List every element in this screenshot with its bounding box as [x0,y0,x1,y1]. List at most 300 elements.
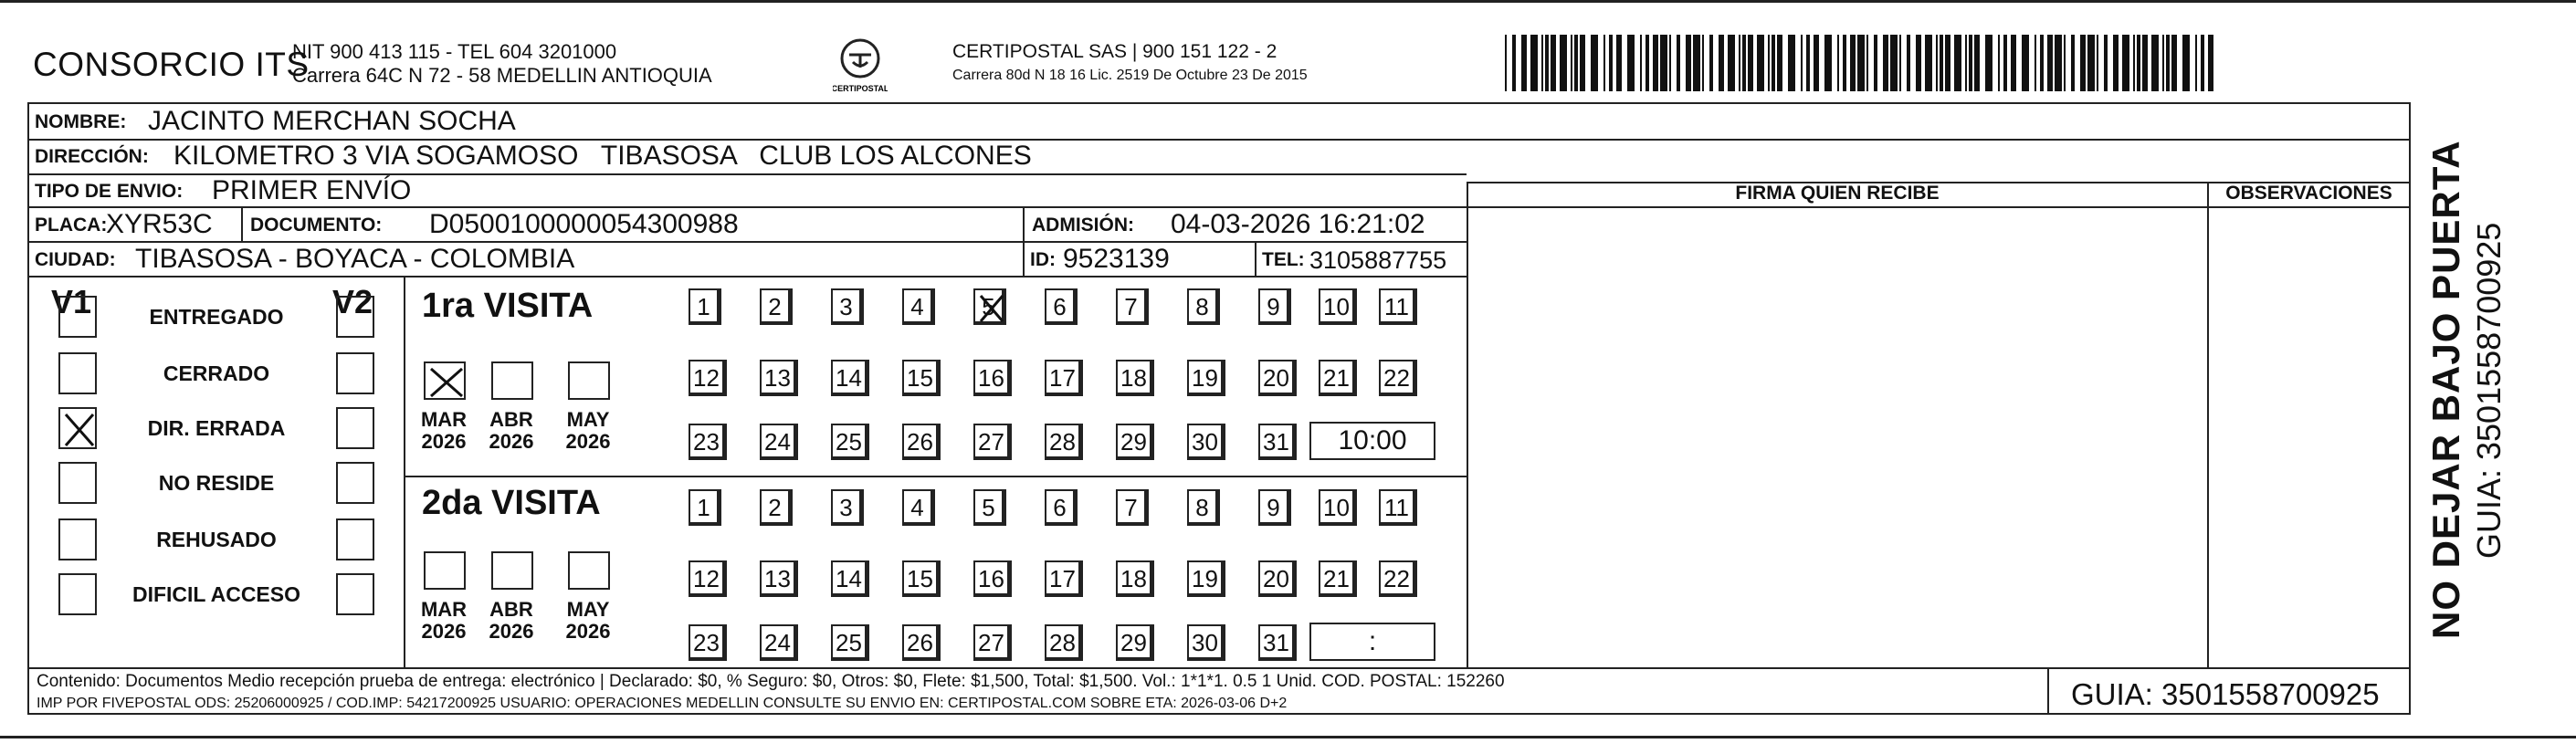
day-number: 21 [1323,364,1350,392]
barcode-bar [1857,35,1865,91]
bottom-rule [0,736,2576,738]
day-checkbox[interactable] [1319,560,1357,597]
day-checkbox[interactable] [1045,489,1078,526]
day-number: 3 [839,494,853,521]
day-checkbox[interactable] [760,489,793,526]
day-checkbox[interactable] [760,560,798,597]
barcode-bar [2035,35,2036,91]
certipostal-info [952,40,1308,88]
barcode-bar [2195,35,2197,91]
day-number: 16 [978,565,1004,592]
day-number: 12 [693,565,720,592]
barcode-bar [1660,35,1667,91]
day-number: 8 [1195,494,1209,521]
barcode-bar [1768,35,1770,91]
day-checkbox[interactable] [831,360,869,396]
month-year: 2026 [421,430,467,453]
barcode-bar [1985,35,1992,91]
v1-checkbox[interactable] [58,296,97,338]
day-checkbox[interactable] [973,489,1006,526]
day-number: 4 [910,293,924,320]
barcode-bar [1571,35,1572,91]
v1-checkbox[interactable] [58,518,97,560]
barcode-bar [1541,35,1543,91]
barcode-bar [2080,35,2086,91]
admision-value: 04-03-2026 16:21:02 [1171,209,1425,239]
barcode-bar [1545,35,1549,91]
v1-checkbox[interactable] [58,573,97,615]
day-number: 29 [1120,629,1147,656]
v2-checkbox[interactable] [336,407,374,449]
barcode-bar [1954,35,1961,91]
v1-title: V1 [51,283,92,320]
col-divider [1255,241,1256,276]
day-checkbox[interactable] [689,360,727,396]
footer-contenido: Contenido: Documentos Medio recepción prueba de entrega: electrónico | Declarado: $0, % Seguro: $0, Otros: $0, Flete: $1,500, Total: $1,500. Vol.: 1*1*1. 0.5 1 Unid. COD. POSTAL: 152260 [37,672,1505,691]
barcode-bar [1936,35,1938,91]
day-number: 18 [1120,565,1147,592]
day-number: 26 [907,428,933,456]
day-checkbox[interactable] [1116,624,1154,661]
v2-checkbox[interactable] [336,518,374,560]
barcode-bar [1702,35,1704,91]
time-field[interactable]: 10:00 [1309,422,1435,460]
day-checkbox[interactable] [1187,424,1225,460]
day-checkbox[interactable] [1116,560,1154,597]
barcode-bar [1560,35,1567,91]
day-checkbox[interactable] [1379,489,1417,526]
v1-checkbox[interactable] [58,462,97,504]
barcode-bar [2151,35,2159,91]
barcode-bar [1890,35,1898,91]
nombre-label: NOMBRE: [35,111,127,132]
admision-label: ADMISIÓN: [1032,215,1134,236]
barcode-bar [1874,35,1877,91]
day-checkbox[interactable] [1045,360,1083,396]
status-option-label: REHUSADO [156,528,277,551]
day-checkbox[interactable] [689,489,721,526]
barcode-bar [1757,35,1764,91]
month-name: MAY [566,598,610,621]
logo-text: CERTIPOSTAL [833,84,888,93]
barcode-bar [1907,35,1910,91]
v2-checkbox[interactable] [336,573,374,615]
day-checkbox[interactable] [1258,624,1297,661]
day-number: 14 [836,364,862,392]
day-number: 20 [1263,565,1289,592]
barcode-bar [1653,35,1658,91]
barcode-bar [1824,35,1832,91]
barcode-bar [1969,35,1972,91]
month-checkbox[interactable] [568,361,610,400]
barcode [1505,35,2226,91]
day-checkbox[interactable] [1187,360,1225,396]
day-number: 19 [1192,364,1218,392]
day-checkbox[interactable] [760,288,793,325]
barcode-bar [1788,35,1795,91]
footer-guia: GUIA: 3501558700925 [2071,677,2380,711]
day-checkbox[interactable] [902,360,941,396]
firma-header: FIRMA QUIEN RECIBE [1735,183,1940,204]
status-option-label: DIFICIL ACCESO [131,582,300,606]
day-number: 5 [982,293,995,320]
side-guia: GUIA: 3501558700925 [2470,222,2508,559]
day-number: 30 [1192,629,1218,656]
barcode-bar [2166,35,2170,91]
day-number: 22 [1383,364,1410,392]
day-checkbox[interactable] [831,560,869,597]
tel-value: 3105887755 [1309,246,1447,274]
day-checkbox[interactable] [1379,560,1417,597]
barcode-bar [1616,35,1622,91]
day-checkbox[interactable] [1258,360,1297,396]
month-name: ABR [489,408,533,431]
footer-divider [29,667,2409,669]
day-number: 7 [1124,494,1138,521]
col-divider [241,206,243,241]
no-dejar-bajo-puerta: NO DEJAR BAJO PUERTA [2424,140,2467,639]
barcode-bar [2182,35,2190,91]
barcode-bar [1512,35,1516,91]
day-checkbox[interactable] [1187,288,1220,325]
day-checkbox[interactable] [973,560,1012,597]
month-checkbox[interactable] [424,551,466,590]
barcode-bar [2208,35,2213,91]
observaciones-header: OBSERVACIONES [2225,183,2392,204]
barcode-bar [1801,35,1803,91]
day-checkbox[interactable] [831,489,864,526]
barcode-bar [1866,35,1868,91]
barcode-bar [1645,35,1649,91]
day-checkbox[interactable] [831,288,864,325]
v1-checkbox[interactable] [58,352,97,394]
right-header-divider [1467,206,2409,208]
barcode-bar [1574,35,1578,91]
day-checkbox[interactable] [1187,624,1225,661]
barcode-bar [1742,35,1746,91]
day-checkbox[interactable] [1116,288,1149,325]
day-number: 5 [982,494,995,521]
day-checkbox[interactable] [973,360,1012,396]
month-checkbox[interactable] [568,551,610,590]
id-value: 9523139 [1063,244,1170,274]
day-number: 12 [693,364,720,392]
barcode-bar [1974,35,1980,91]
col-divider [1467,182,1468,667]
day-checkbox[interactable] [1045,288,1078,325]
row-divider [29,241,1467,243]
barcode-bar [1580,35,1585,91]
top-rule [0,0,2576,3]
day-number: 6 [1053,494,1067,521]
month-year: 2026 [489,620,534,643]
day-checkbox[interactable] [760,624,798,661]
barcode-bar [1748,35,1753,91]
barcode-bar [2022,35,2029,91]
day-number: 15 [907,364,933,392]
day-checkbox[interactable] [902,560,941,597]
barcode-bar [1850,35,1856,91]
barcode-bar [2133,35,2135,91]
day-number: 27 [978,428,1004,456]
month-checkbox[interactable] [491,361,533,400]
day-number: 17 [1049,364,1076,392]
barcode-bar [2122,35,2129,91]
day-number: 6 [1053,293,1067,320]
v1-checkbox[interactable] [58,407,97,449]
company-name: CONSORCIO ITS [33,46,310,83]
barcode-bar [2055,35,2062,91]
day-number: 28 [1049,629,1076,656]
day-number: 10 [1323,494,1350,521]
barcode-bar [1640,35,1642,91]
day-checkbox[interactable] [1187,489,1220,526]
month-name: MAR [420,598,468,621]
visit-divider [404,476,1467,477]
status-option-label: ENTREGADO [149,305,284,329]
day-number: 3 [839,293,853,320]
day-number: 23 [693,629,720,656]
barcode-bar [2162,35,2164,91]
month-checkbox[interactable] [491,551,533,590]
day-checkbox[interactable] [1045,560,1083,597]
status-option-label: NO RESIDE [158,471,275,495]
day-checkbox[interactable] [689,424,727,460]
barcode-bar [1728,35,1735,91]
day-number: 20 [1263,364,1289,392]
day-checkbox[interactable] [689,288,721,325]
x-mark-icon [60,409,99,451]
barcode-bar [2040,35,2044,91]
day-number: 13 [764,364,791,392]
day-number: 7 [1124,293,1138,320]
barcode-bar [1814,35,1819,91]
barcode-bar [2087,35,2095,91]
barcode-bar [1925,35,1932,91]
day-number: 11 [1384,494,1409,521]
month-label [482,409,541,453]
documento-value: D0500100000054300988 [429,209,739,239]
barcode-bar [2003,35,2007,91]
day-checkbox[interactable] [1116,360,1154,396]
barcode-bar [1945,35,1950,91]
barcode-bar [1899,35,1901,91]
tipo-value: PRIMER ENVÍO [212,175,412,205]
logo-icon [833,35,888,100]
row-divider [29,206,1467,208]
ciudad-label: CIUDAD: [35,249,116,270]
col-divider [404,276,405,667]
v2-title: V2 [332,283,373,320]
day-number: 13 [764,565,791,592]
x-mark-icon [426,363,468,402]
day-checkbox[interactable] [1258,288,1291,325]
status-option-label: CERRADO [163,361,270,385]
month-name: MAR [420,408,468,431]
v2-checkbox[interactable] [336,352,374,394]
day-number: 10 [1323,293,1350,320]
day-number: 15 [907,565,933,592]
barcode-bar [2097,35,2098,91]
barcode-bar [1591,35,1598,91]
month-label [559,409,617,453]
barcode-bar [2011,35,2016,91]
barcode-bar [2047,35,2053,91]
day-number: 4 [910,494,924,521]
direccion-label: DIRECCIÓN: [35,146,149,167]
certipostal-logo [833,35,888,100]
visit2-title: 2da VISITA [422,484,601,522]
day-checkbox[interactable] [973,424,1012,460]
day-checkbox[interactable] [689,624,727,661]
day-checkbox[interactable] [1379,360,1417,396]
barcode-bar [1709,35,1713,91]
barcode-bar [1772,35,1775,91]
day-checkbox[interactable] [689,560,727,597]
day-checkbox[interactable] [831,424,869,460]
day-number: 9 [1267,293,1280,320]
barcode-bar [1686,35,1691,91]
certipostal-name-line: CERTIPOSTAL SAS | 900 151 122 - 2 [952,41,1277,62]
tipo-label: TIPO DE ENVIO: [35,181,184,202]
col-divider [2207,182,2209,667]
month-label [559,599,617,643]
day-checkbox[interactable] [1379,288,1417,325]
month-year: 2026 [489,430,534,453]
barcode-graphic [1505,35,2226,91]
placa-label: PLACA: [35,215,108,236]
barcode-bar [2201,35,2204,91]
ciudad-value: TIBASOSA - BOYACA - COLOMBIA [135,244,575,274]
delivery-form [27,102,2411,715]
day-number: 29 [1120,428,1147,456]
v2-checkbox[interactable] [336,296,374,338]
day-number: 30 [1192,428,1218,456]
barcode-bar [2064,35,2066,91]
address-line: Carrera 64C N 72 - 58 MEDELLIN ANTIOQUIA [292,64,712,87]
barcode-bar [1777,35,1782,91]
barcode-bar [1627,35,1635,91]
documento-label: DOCUMENTO: [250,215,383,236]
day-checkbox[interactable] [1319,489,1357,526]
day-number: 2 [768,293,782,320]
barcode-bar [2104,35,2108,91]
day-number: 2 [768,494,782,521]
barcode-bar [1693,35,1700,91]
day-number: 8 [1195,293,1209,320]
barcode-bar [1551,35,1556,91]
day-number: 9 [1267,494,1280,521]
barcode-bar [1806,35,1810,91]
day-number: 21 [1323,565,1350,592]
day-checkbox[interactable] [1258,424,1297,460]
barcode-bar [2071,35,2075,91]
day-checkbox[interactable] [902,624,941,661]
col-divider [2047,667,2049,715]
day-checkbox[interactable] [902,489,935,526]
day-checkbox[interactable] [760,424,798,460]
day-number: 1 [697,494,710,521]
status-option-label: DIR. ERRADA [147,416,286,440]
tel-label: TEL: [1262,249,1305,270]
barcode-bar [1521,35,1527,91]
day-checkbox[interactable] [1045,624,1083,661]
barcode-bar [1965,35,1967,91]
day-checkbox[interactable] [973,288,1006,325]
day-checkbox[interactable] [1187,560,1225,597]
month-year: 2026 [565,430,611,453]
certipostal-address-line: Carrera 80d N 18 16 Lic. 2519 De Octubre 23 De 2015 [952,68,1308,83]
barcode-bar [1843,35,1846,91]
day-checkbox[interactable] [902,424,941,460]
day-number: 24 [764,629,791,656]
nombre-value: JACINTO MERCHAN SOCHA [148,106,516,136]
day-number: 14 [836,565,862,592]
barcode-bar [1530,35,1538,91]
day-checkbox[interactable] [1319,288,1357,325]
day-checkbox[interactable] [1258,560,1297,597]
barcode-bar [2137,35,2140,91]
day-number: 31 [1263,428,1289,456]
time-field[interactable]: : [1309,623,1435,661]
day-number: 25 [836,428,862,456]
day-number: 31 [1263,629,1289,656]
day-checkbox[interactable] [973,624,1012,661]
id-label: ID: [1030,249,1056,270]
barcode-bar [1719,35,1724,91]
x-mark-icon [975,290,1008,327]
day-checkbox[interactable] [760,360,798,396]
barcode-bar [2171,35,2177,91]
col-divider [1023,206,1025,276]
day-checkbox[interactable] [1258,489,1291,526]
barcode-bar [1505,35,1507,91]
company-info [292,40,712,88]
nit-line: NIT 900 413 115 - TEL 604 3201000 [292,40,617,63]
barcode-bar [1603,35,1605,91]
row-divider [29,276,1467,278]
day-checkbox[interactable] [1116,489,1149,526]
month-label [482,599,541,643]
day-checkbox[interactable] [1319,360,1357,396]
month-name: ABR [489,598,533,621]
month-year: 2026 [565,620,611,643]
v2-checkbox[interactable] [336,462,374,504]
barcode-bar [1883,35,1888,91]
day-number: 1 [697,293,710,320]
placa-value: XYR53C [106,209,213,239]
day-checkbox[interactable] [831,624,869,661]
day-number: 24 [764,428,791,456]
day-checkbox[interactable] [1045,424,1083,460]
day-checkbox[interactable] [902,288,935,325]
barcode-bar [1998,35,2000,91]
day-number: 17 [1049,565,1076,592]
barcode-bar [1677,35,1680,91]
day-number: 25 [836,629,862,656]
day-checkbox[interactable] [1116,424,1154,460]
direccion-value: KILOMETRO 3 VIA SOGAMOSO TIBASOSA CLUB LOS ALCONES [173,141,1032,171]
day-number: 18 [1120,364,1147,392]
day-number: 26 [907,629,933,656]
day-number: 22 [1383,565,1410,592]
day-number: 23 [693,428,720,456]
day-number: 11 [1384,293,1409,320]
visit1-title: 1ra VISITA [422,287,594,325]
month-label [415,599,473,643]
month-checkbox[interactable] [424,361,466,400]
barcode-bar [1739,35,1740,91]
